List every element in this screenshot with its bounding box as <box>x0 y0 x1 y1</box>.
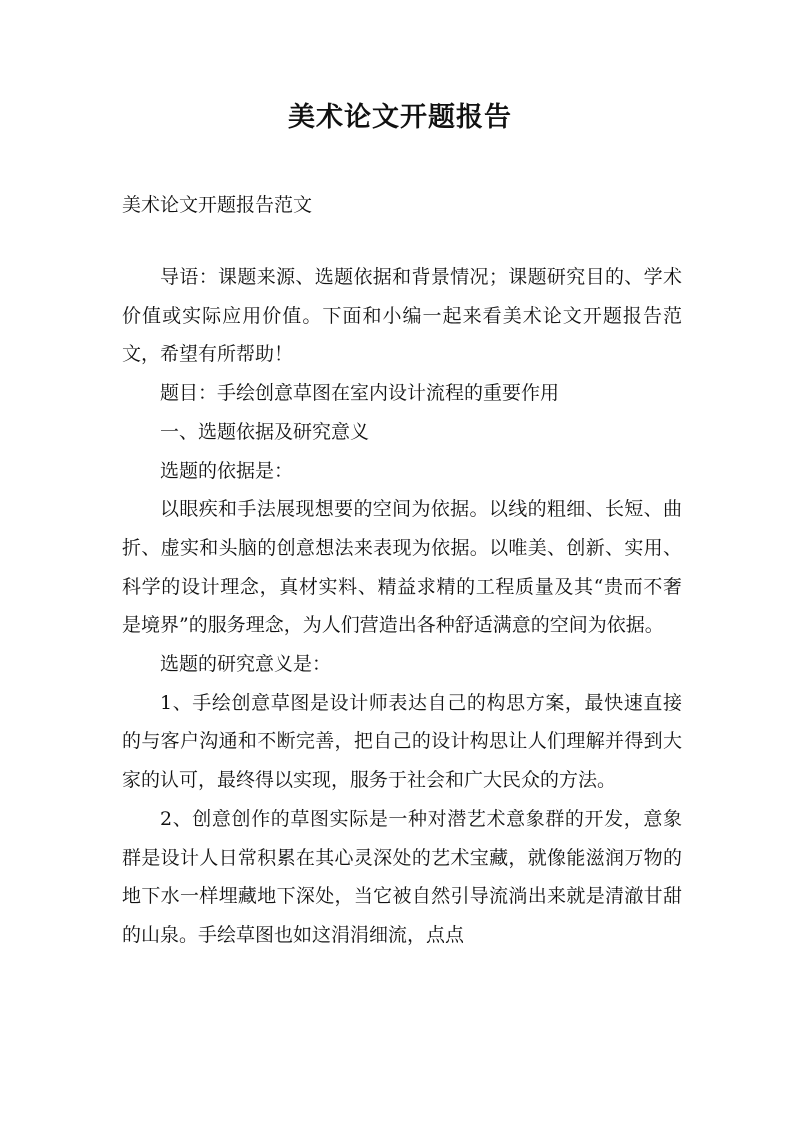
paragraph-point-2: 2、创意创作的草图实际是一种对潜艺术意象群的开发，意象群是设计人日常积累在其心灵深处的艺术宝藏，就像能滋润万物的地下水一样埋藏地下深处，当它被自然引导流淌出来就是清澈甘甜的山泉。手绘草图也如这涓涓细流，点点 <box>122 807 682 946</box>
document-title: 美术论文开题报告 <box>288 102 512 133</box>
paragraph-intro: 导语：课题来源、选题依据和背景情况；课题研究目的、学术价值或实际应用价值。下面和小编一起来看美术论文开题报告范文，希望有所帮助！ <box>122 266 682 366</box>
paragraph-point-1: 1、手绘创意草图是设计师表达自己的构思方案，最快速直接的与客户沟通和不断完善，把自己的设计构思让人们理解并得到大家的认可，最终得以实现，服务于社会和广大民众的方法。 <box>122 691 682 792</box>
document-body <box>122 258 682 955</box>
paragraph-topic: 题目：手绘创意草图在室内设计流程的重要作用 <box>160 382 560 405</box>
section-heading: 一、选题依据及研究意义 <box>160 420 370 443</box>
document-subtitle: 美术论文开题报告范文 <box>122 194 313 216</box>
paragraph-significance-label: 选题的研究意义是： <box>160 653 332 676</box>
paragraph-basis: 以眼疾和手法展现想要的空间为依据。以线的粗细、长短、曲折、虚实和头脑的创意想法来表现为依据。以唯美、创新、实用、科学的设计理念，真材实料、精益求精的工程质量及其“贵而不奢是境界”的服务理念，为人们营造出各种舒适满意的空间为依据。 <box>122 498 682 637</box>
paragraph-basis-label: 选题的依据是： <box>160 459 294 482</box>
